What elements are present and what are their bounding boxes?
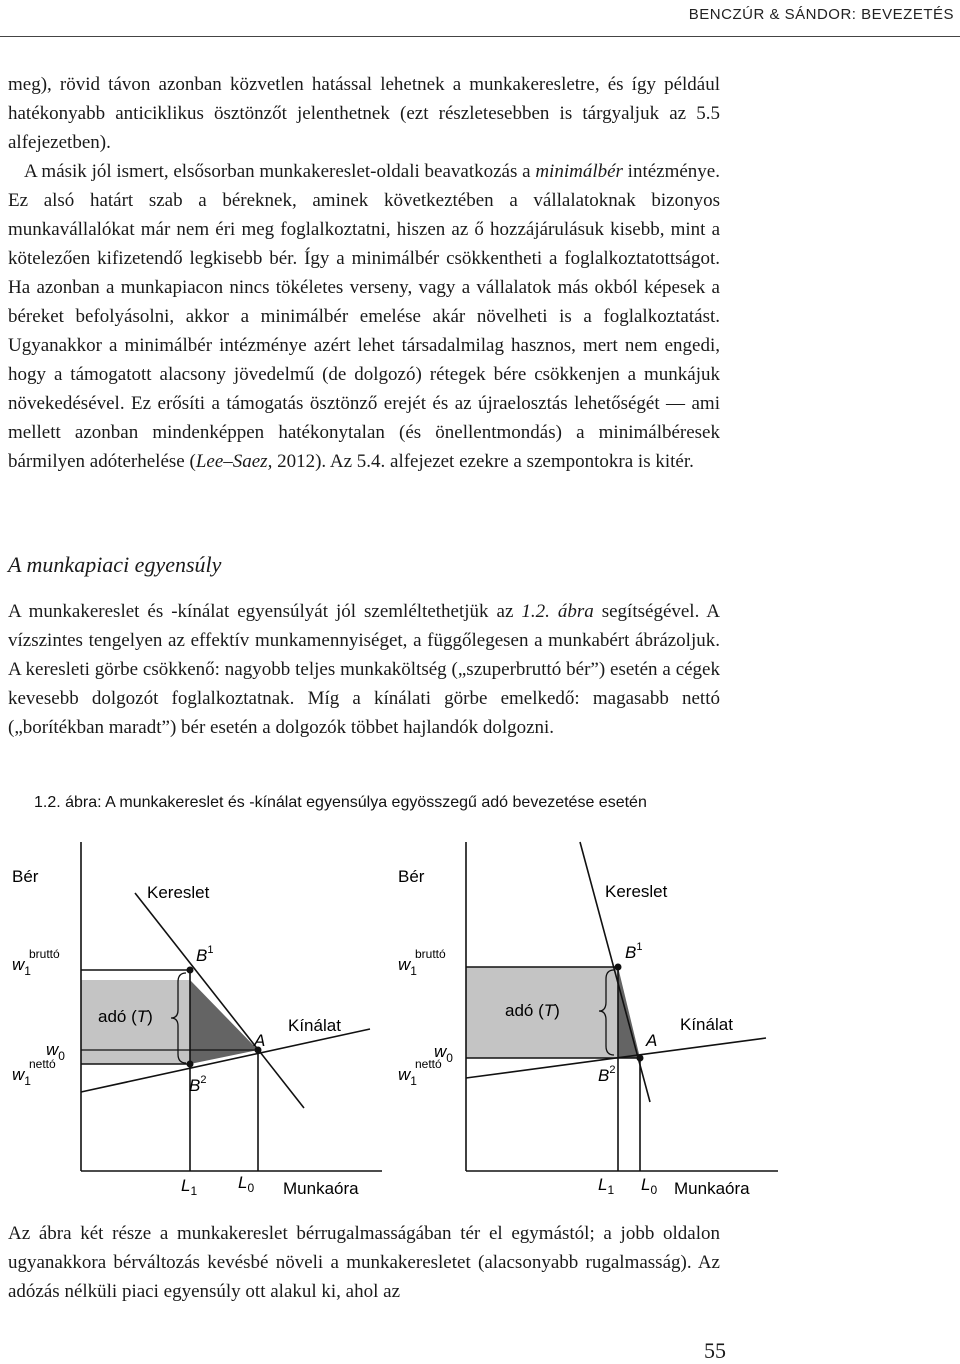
left-w1-brutto-label: $w_1bruttó$ xyxy=(12,947,60,978)
section-title: A munkapiaci egyensúly xyxy=(8,552,222,577)
left-y-axis-label: Bér xyxy=(12,867,39,886)
body-text-top xyxy=(8,70,720,476)
left-w1-netto-label: $w_1nettó$ xyxy=(12,1057,56,1088)
paragraph-1: meg), rövid távon azonban közvetlen hatással lehetnek a munkakeresletre, és így például hatékonyabb anticiklikus ösztönzőt jelenthetnek (ezt részletesebben is tárgyaljuk az 5.5 alfejezetben). xyxy=(8,74,720,153)
header-rule xyxy=(0,36,960,37)
right-panel xyxy=(398,842,778,1198)
left-point-b1 xyxy=(187,967,194,974)
right-w1-brutto-label: $w_1bruttó$ xyxy=(398,947,446,978)
right-point-b1 xyxy=(615,964,622,971)
right-point-a xyxy=(637,1055,644,1062)
right-point-b2-label: $B^2$ xyxy=(598,1064,616,1085)
right-w0-label: $w_0$ xyxy=(434,1042,453,1065)
left-demand-label: Kereslet xyxy=(147,883,210,902)
left-l0-label: $L_0$ xyxy=(238,1173,255,1195)
right-tax-label: adó (T) xyxy=(505,1001,560,1020)
right-point-a-label: A xyxy=(646,1031,658,1050)
paragraph-2-intro: A másik jól ismert, elsősorban munkakereslet-oldali beavatkozás a xyxy=(24,161,536,182)
right-demand-label: Kereslet xyxy=(605,882,668,901)
figure-1-2 xyxy=(0,830,960,1210)
paragraph-2-body: intézménye. Ez alsó határt szab a béreknek, aminek következtében a vállalatoknak bizonyos munkavállalókat már nem éri meg foglalkoztatni, hiszen az ő hozzájárulásuk kisebb, mint a kötelezően kifizetendő legkisebb bér. Így a minimálbér csökkentheti a foglalkoztatottságot. Ha azonban a munkapiacon nincs tökéletes verseny, vagy a vállalatok más okból képesek a béreket befolyásolni, akkor a minimálbér emelése akár növelheti is a foglalkoztatást. Ugyanakkor a minimálbér intézménye azért lehet társadalmilag hasznos, mert nem engedi, hogy a támogatott alacsony jövedelmű (de dolgozó) rétegek bére csökkenjen a munkájuk növekedésével. Ez erősíti a támogatás ösztönző erejét és az újraelosztás lehetőségét — ami mellett azonban mindenképpen hatékonytalan (és önellentmondás) a minimálbéresek bármilyen adóterhelése ( xyxy=(8,161,720,472)
paragraph-4: Az ábra két része a munkakereslet bérrugalmasságában tér el egymástól; a jobb oldalon ugyanakkora bérváltozás kevésbé növeli a munkakeresletet (alacsonyabb rugalmasság). Az adózás nélküli piaci egyensúly ott alakul ki, ahol az xyxy=(8,1223,720,1302)
left-x-axis-label: Munkaóra xyxy=(283,1179,359,1198)
left-supply-label: Kínálat xyxy=(288,1016,341,1035)
left-point-b2 xyxy=(187,1061,194,1068)
left-tax-label: adó (T) xyxy=(98,1007,153,1026)
right-point-b1-label: $B^1$ xyxy=(625,941,643,962)
left-point-a-label: A xyxy=(254,1031,266,1050)
figure-caption: 1.2. ábra: A munkakereslet és -kínálat egyensúlya egyösszegű adó bevezetése esetén xyxy=(34,794,647,811)
right-supply-label: Kínálat xyxy=(680,1015,733,1034)
running-header: BENCZÚR & SÁNDOR: BEVEZETÉS xyxy=(688,6,954,23)
right-w1-netto-label: $w_1nettó$ xyxy=(398,1057,442,1088)
left-point-b1-label: $B^1$ xyxy=(196,944,214,965)
paragraph-2 xyxy=(8,157,720,476)
right-x-axis-label: Munkaóra xyxy=(674,1179,750,1198)
left-w0-label: $w_0$ xyxy=(46,1040,65,1063)
citation: Lee–Saez, xyxy=(195,451,273,472)
figure-reference: 1.2. ábra xyxy=(521,601,594,622)
right-deadweight-triangle xyxy=(618,967,640,1058)
left-point-b2-label: $B^2$ xyxy=(189,1074,207,1095)
right-y-axis-label: Bér xyxy=(398,867,425,886)
left-panel xyxy=(12,842,382,1198)
right-l1-label: $L_1$ xyxy=(598,1175,615,1197)
paragraph-2-end: 2012). Az 5.4. alfejezet ezekre a szempontokra is kitér. xyxy=(272,451,694,472)
left-l1-label: $L_1$ xyxy=(181,1176,198,1198)
body-text-bottom xyxy=(8,1219,720,1306)
page-number: 55 xyxy=(704,1338,726,1363)
paragraph-3-part1: A munkakereslet és -kínálat egyensúlyát jól szemléltethetjük az xyxy=(8,601,522,622)
body-text-middle xyxy=(8,597,720,742)
paragraph-3-part2: segítségével. A vízszintes tengelyen az effektív munkamennyiséget, a függőlegesen a munkabért ábrázoljuk. A keresleti görbe csökkenő: nagyobb teljes munkaköltség („szuperbruttó bér”) esetén a cégek kevesebb dolgozót foglalkoztatnak. Míg a kínálati görbe emelkedő: magasabb nettó („borítékban maradt”) bér esetén a dolgozók többet hajlandók dolgozni. xyxy=(8,601,720,738)
right-l0-label: $L_0$ xyxy=(641,1175,658,1197)
term-minimalber: minimálbér xyxy=(535,161,623,182)
paragraph-3 xyxy=(8,597,720,742)
left-deadweight-triangle xyxy=(190,980,258,1064)
